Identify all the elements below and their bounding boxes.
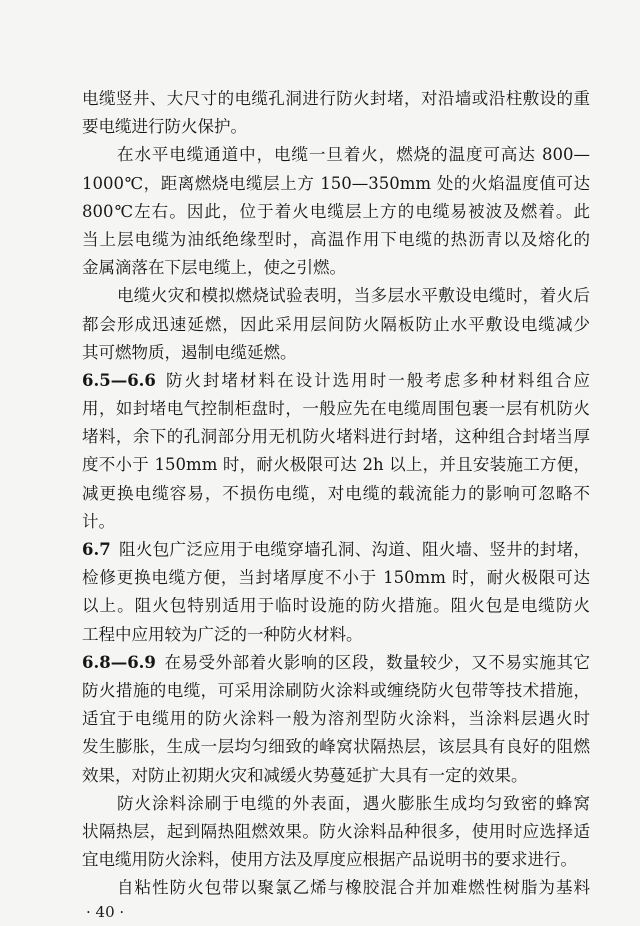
text-line: 工程中应用较为广泛的一种防火材料。 [82, 624, 363, 644]
clause-text: 阻火包广泛应用于电缆穿墙孔洞、沟道、阻火墙、竖井的封堵， [118, 540, 590, 559]
page-body [82, 85, 590, 902]
text-line: 状隔热层，起到隔热阻燃效果。防火涂料品种很多，使用时应选择适 [82, 821, 590, 841]
text-line: 堵料，余下的孔洞部分用无机防火堵料进行封堵，这种组合封堵当厚 [82, 427, 590, 447]
clause-text: 防火封堵材料在设计选用时一般考虑多种材料组合应 [163, 370, 590, 390]
clause-number: 6.8—6.9 [82, 652, 156, 672]
text-line: 用，如封堵电气控制柜盘时，一般应先在电缆周围包裹一层有机防火 [82, 399, 590, 419]
text-line: 电缆火灾和模拟燃烧试验表明，当多层水平敷设电缆时，着火后 [117, 286, 590, 306]
text-line: 减更换电缆容易，不损伤电缆，对电缆的载流能力的影响可忽略不 [82, 483, 590, 503]
text-line: 其可燃物质，遏制电缆延燃。 [82, 342, 297, 362]
text-line: 适宜于电缆用的防火涂料一般为溶剂型防火涂料，当涂料层遇火时 [82, 709, 590, 729]
paragraph-tape [82, 874, 590, 902]
clause-number: 6.5—6.6 [82, 370, 156, 390]
paragraph-coating [82, 790, 590, 875]
text-line: 防火涂料涂刷于电缆的外表面，遇火膨胀生成均匀致密的蜂窝 [117, 793, 590, 813]
text-line: 都会形成迅速延燃，因此采用层间防火隔板防止水平敷设电缆减少 [82, 314, 590, 334]
text-line: 发生膨胀，生成一层均匀细致的峰窝状隔热层，该层具有良好的阻燃 [82, 737, 590, 757]
text-line: 800℃左右。因此，位于着火电缆层上方的电缆易被波及燃着。此 [82, 201, 590, 221]
page-number: · 40 · [86, 903, 125, 921]
paragraph-continuation [82, 85, 590, 141]
text-line: 宜电缆用防火涂料，使用方法及厚度应根据产品说明书的要求进行。 [82, 850, 577, 870]
text-line: 当上层电缆为油纸绝缘型时，高温作用下电缆的热沥青以及熔化的 [82, 229, 590, 249]
paragraph-horizontal-channel [82, 141, 590, 282]
text-line: 检修更换电缆方便，当封堵厚度不小于 150mm 时，耐火极限可达 [82, 568, 590, 588]
clause-number: 6.7 [82, 540, 111, 559]
clause-6-5-6-6 [82, 367, 590, 536]
clause-6-7 [82, 536, 590, 649]
text-line: 在水平电缆通道中，电缆一旦着火，燃烧的温度可高达 800— [117, 145, 590, 165]
text-line: 效果，对防止初期火灾和减缓火势蔓延扩大具有一定的效果。 [82, 765, 528, 785]
text-line: 自粘性防火包带以聚氯乙烯与橡胶混合并加难燃性树脂为基料 [117, 878, 590, 898]
text-line: 度不小于 150mm 时，耐火极限可达 2h 以上，并且安装施工方便， [82, 455, 590, 475]
clause-6-8-6-9 [82, 649, 590, 790]
clause-text: 在易受外部着火影响的区段，数量较少，又不易实施其它 [163, 652, 590, 672]
text-line: 防火措施的电缆，可采用涂刷防火涂料或缠绕防火包带等技术措施， [82, 680, 590, 700]
clause-heading-line [82, 649, 590, 677]
text-line: 以上。阻火包特别适用于临时设施的防火措施。阻火包是电缆防火 [82, 596, 590, 616]
text-line: 电缆竖井、大尺寸的电缆孔洞进行防火封堵，对沿墙或沿柱敷设的重 [82, 89, 590, 108]
text-line: 计。 [82, 511, 115, 531]
text-line: 1000℃，距离燃烧电缆层上方 150—350mm 处的火焰温度值可达 [82, 173, 590, 193]
clause-heading-line [82, 367, 590, 395]
text-line: 要电缆进行防火保护。 [82, 117, 247, 137]
text-line: 金属滴落在下层电缆上，使之引燃。 [82, 258, 346, 278]
clause-heading-line [82, 536, 590, 564]
paragraph-fire-tests [82, 282, 590, 367]
